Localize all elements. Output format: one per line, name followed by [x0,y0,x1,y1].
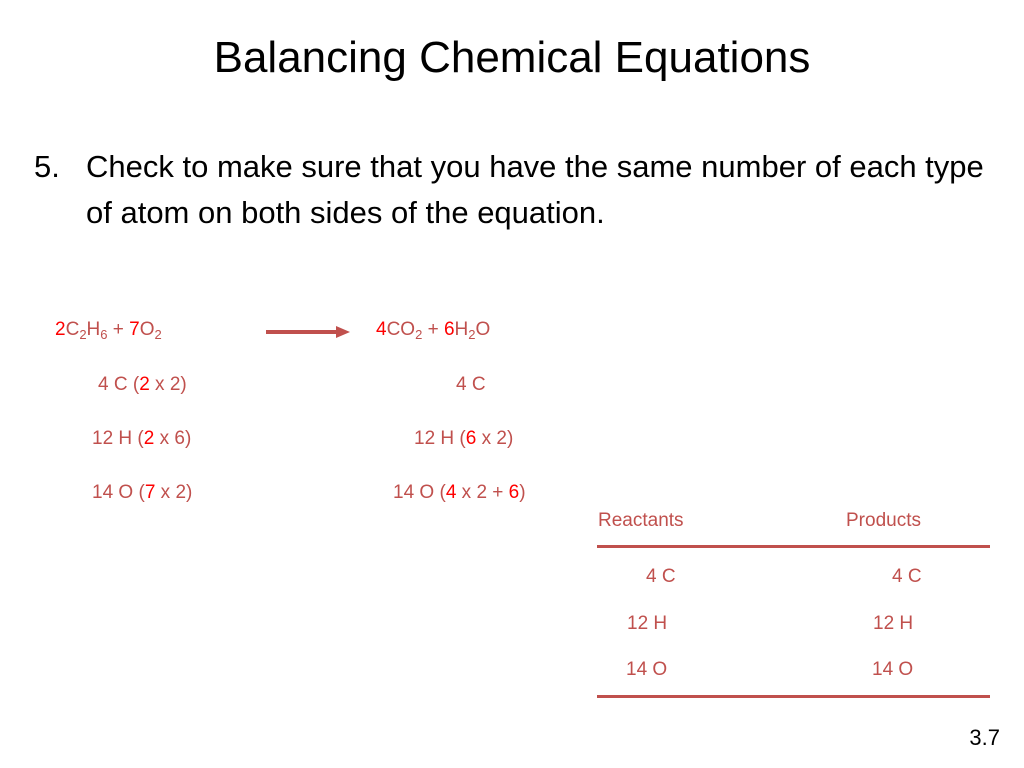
subscript: 2 [468,327,476,342]
subscript: 2 [415,327,423,342]
coefficient: 2 [143,428,155,449]
table-cell: 4 C [646,566,676,587]
reaction-arrow-icon [266,322,350,342]
equation-reactants [55,318,162,342]
count-text: 14 O ( [393,482,446,503]
step-text: Check to make sure that you have the same number of each type of atom on both sides of the equation. [86,149,984,230]
subscript: 2 [154,327,162,342]
table-cell: 4 C [892,566,922,587]
count-text: x 2) [155,482,193,503]
coefficient: 6 [443,319,455,340]
coefficient: 4 [445,482,457,503]
plus-sign: + [422,319,444,340]
element-symbol: C [65,319,80,340]
count-text: 12 H ( [414,428,466,449]
product-count-carbon: 4 C [456,374,486,395]
coefficient: 4 [376,319,387,340]
table-cell: 14 O [626,659,668,680]
step-number: 5. [34,149,60,184]
element-symbol: H [86,319,101,340]
coefficient: 6 [508,482,520,503]
element-symbol: O [475,319,491,340]
count-text: 12 H ( [92,428,144,449]
count-text: 4 C ( [98,374,140,395]
table-top-rule [597,545,990,548]
product-count-hydrogen [414,427,513,451]
reactant-count-carbon [98,373,187,397]
count-text: 14 O ( [92,482,145,503]
coefficient: 2 [55,319,66,340]
coefficient: 2 [139,374,150,395]
column-header-reactants: Reactants [598,510,684,531]
count-text: x 6) [154,428,192,449]
product-count-oxygen [393,481,526,505]
coefficient: 7 [129,319,140,340]
page-number: 3.7 [969,725,1000,750]
element-symbol: H [454,319,469,340]
subscript: 2 [79,327,87,342]
table-cell: 12 H [627,613,668,634]
step-bullet [34,144,994,236]
molecule-symbol: CO [386,319,416,340]
count-text: ) [519,482,526,503]
table-bottom-rule [597,695,990,698]
plus-sign: + [107,319,130,340]
equation-products [376,318,490,342]
column-header-products: Products [846,510,921,531]
count-text: x 2) [476,428,514,449]
count-text: x 2 + [456,482,509,503]
count-text: x 2) [149,374,187,395]
slide-title: Balancing Chemical Equations [213,33,811,82]
coefficient: 6 [465,428,477,449]
subscript: 6 [100,327,108,342]
coefficient: 7 [144,482,156,503]
reactant-count-hydrogen [92,427,191,451]
element-symbol: O [139,319,155,340]
reactant-count-oxygen [92,481,192,505]
table-cell: 12 H [873,613,914,634]
table-cell: 14 O [872,659,914,680]
